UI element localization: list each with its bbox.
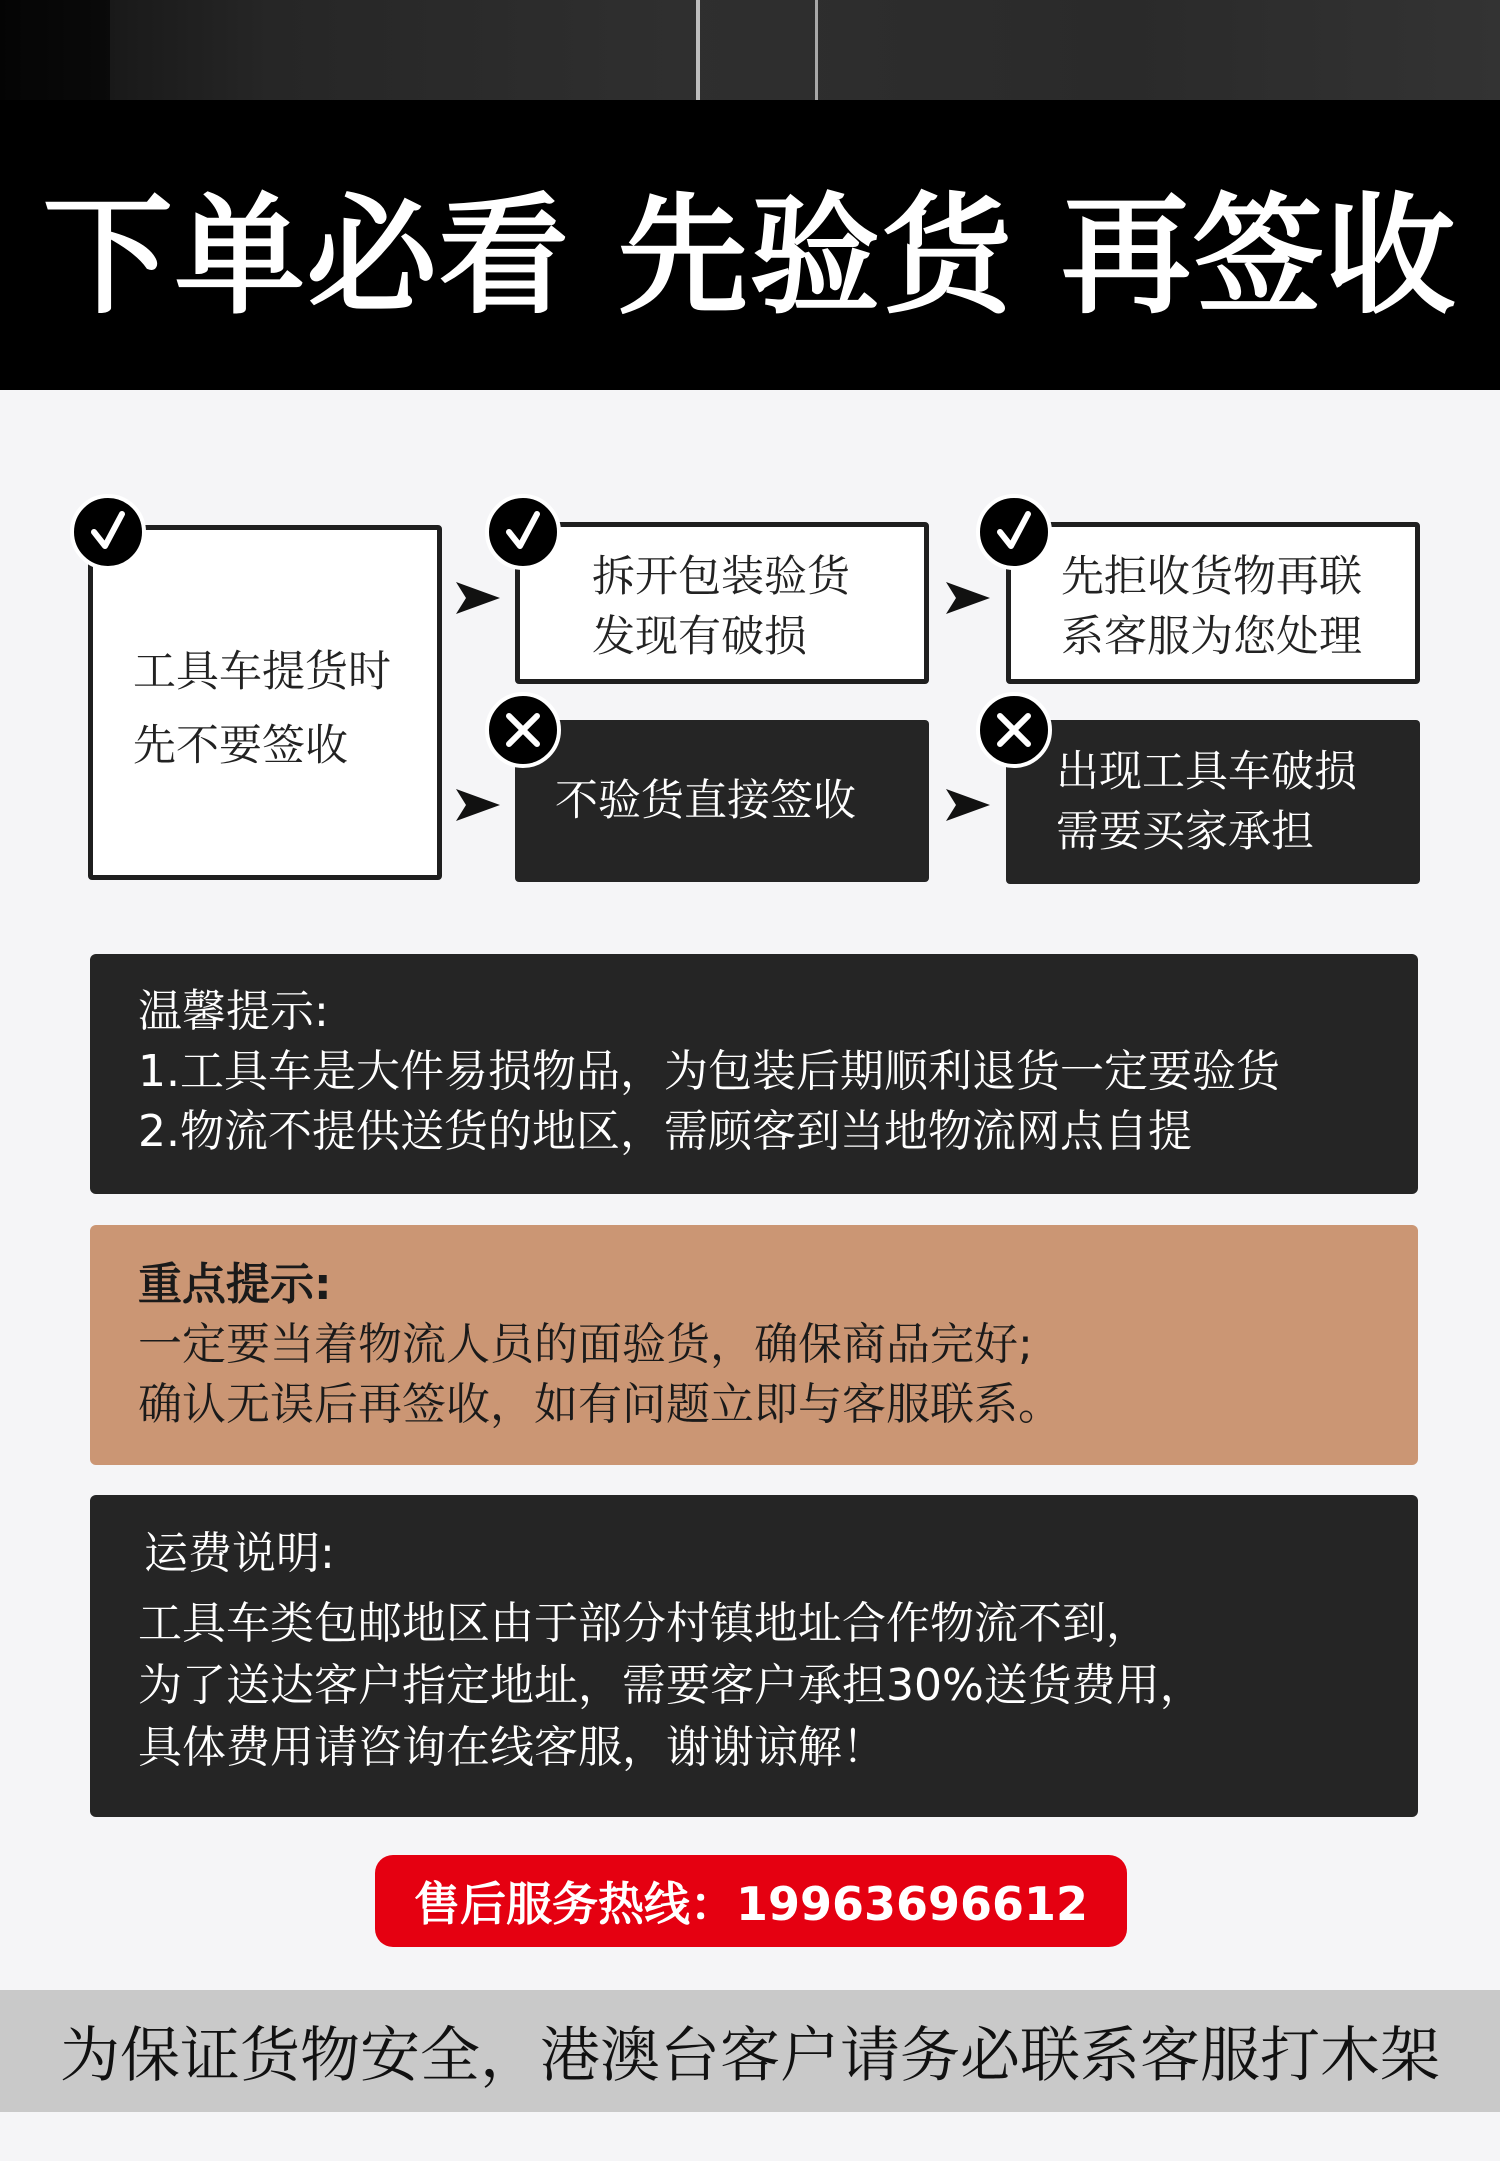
flow-correct-step2-line2: 系客服为您处理 bbox=[1061, 612, 1362, 662]
hotline-badge[interactable] bbox=[375, 1855, 1127, 1947]
shipping-line1: 工具车类包邮地区由于部分村镇地址合作物流不到， bbox=[138, 1598, 1150, 1649]
tips-line1: 1.工具车是大件易损物品，为包装后期顺利退货一定要验货 bbox=[138, 1046, 1280, 1097]
flow-wrong-step2-box bbox=[1006, 720, 1420, 884]
tips-line2: 2.物流不提供送货的地区，需顾客到当地物流网点自提 bbox=[138, 1106, 1192, 1157]
flow-correct-step1-box bbox=[515, 522, 929, 684]
key-points-title: 重点提示: bbox=[138, 1259, 332, 1310]
key-points-line1: 一定要当着物流人员的面验货，确保商品完好; bbox=[138, 1319, 1033, 1370]
cross-icon bbox=[976, 692, 1052, 768]
shipping-panel bbox=[90, 1495, 1418, 1817]
check-icon bbox=[485, 494, 561, 570]
shipping-line3: 具体费用请咨询在线客服，谢谢谅解！ bbox=[138, 1722, 886, 1773]
photo-seam bbox=[815, 0, 818, 100]
headline-banner bbox=[0, 100, 1500, 390]
arrow-right-icon bbox=[946, 580, 990, 616]
key-points-panel bbox=[90, 1225, 1418, 1465]
headline-title: 下单必看 先验货 再签收 bbox=[42, 179, 1458, 332]
flow-start-box bbox=[88, 525, 442, 880]
flow-correct-step1-line2: 发现有破损 bbox=[592, 612, 807, 662]
flow-wrong-step1-line1: 不验货直接签收 bbox=[555, 776, 856, 826]
footer-text: 为保证货物安全，港澳台客户请务必联系客服打木架 bbox=[60, 2021, 1440, 2091]
flow-correct-step2-line1: 先拒收货物再联 bbox=[1061, 552, 1362, 602]
photo-shadow bbox=[0, 0, 110, 100]
cross-icon bbox=[485, 692, 561, 768]
arrow-right-icon bbox=[946, 787, 990, 823]
hotline-label: 售后服务热线：19963696612 bbox=[413, 1877, 1089, 1931]
flow-wrong-step1-box bbox=[515, 720, 929, 882]
footer-notice bbox=[0, 1990, 1500, 2112]
flow-wrong-step2-line2: 需要买家承担 bbox=[1056, 807, 1314, 857]
tips-title: 温馨提示: bbox=[138, 986, 329, 1037]
flow-wrong-step2-line1: 出现工具车破损 bbox=[1056, 747, 1357, 797]
flow-start-line2: 先不要签收 bbox=[133, 721, 348, 771]
flow-start-line1: 工具车提货时 bbox=[133, 647, 391, 697]
arrow-right-icon bbox=[456, 787, 500, 823]
arrow-right-icon bbox=[456, 580, 500, 616]
check-icon bbox=[976, 494, 1052, 570]
flow-correct-step2-box bbox=[1006, 522, 1420, 684]
key-points-line2: 确认无误后再签收，如有问题立即与客服联系。 bbox=[138, 1379, 1062, 1430]
check-icon bbox=[70, 494, 146, 570]
product-photo-strip bbox=[0, 0, 1500, 100]
shipping-line2: 为了送达客户指定地址，需要客户承担30%送货费用， bbox=[138, 1660, 1204, 1711]
photo-seam bbox=[696, 0, 700, 100]
tips-panel bbox=[90, 954, 1418, 1194]
flow-correct-step1-line1: 拆开包装验货 bbox=[592, 552, 850, 602]
shipping-title: 运费说明: bbox=[144, 1528, 335, 1579]
